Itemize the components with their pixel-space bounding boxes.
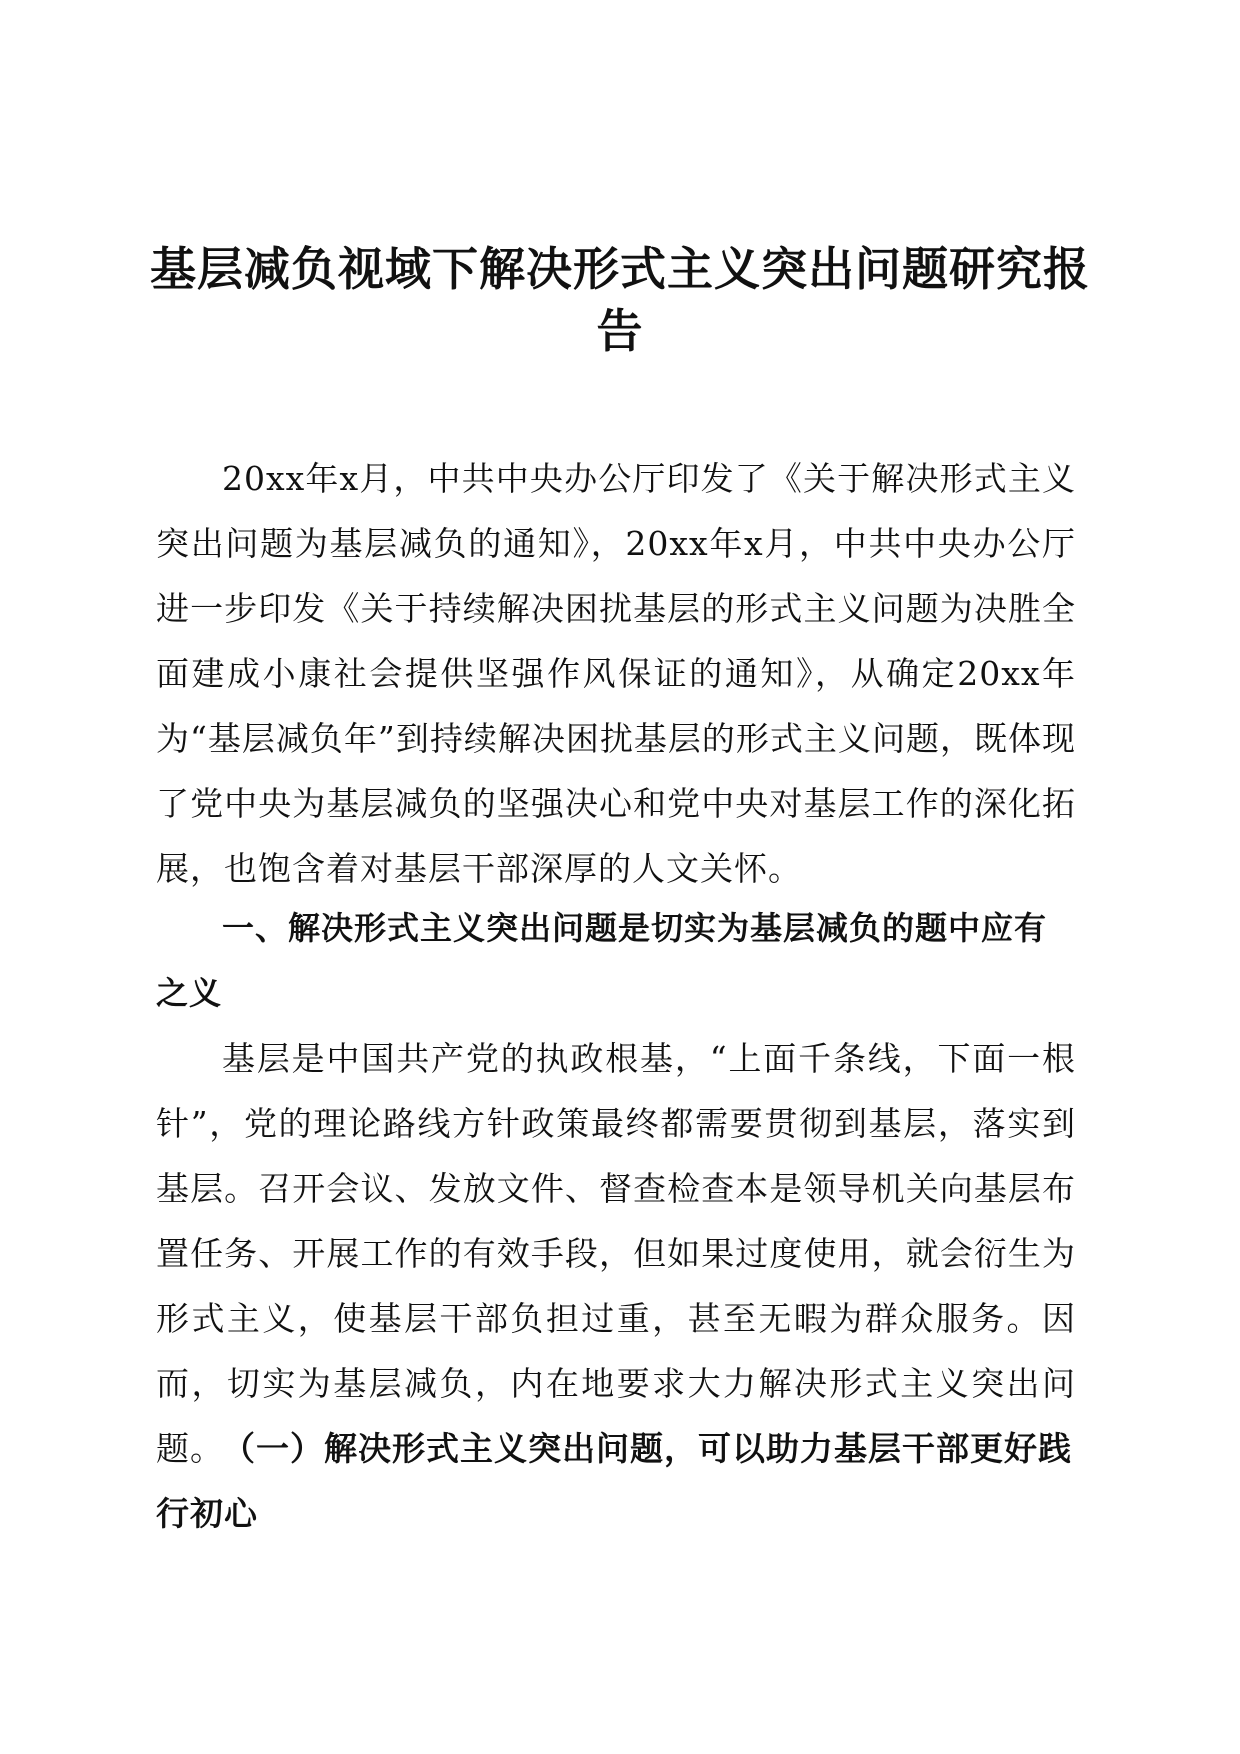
subsection-heading-1: （一）解决形式主义突出问题，可以助力基层干部更好践行初心: [156, 1429, 1072, 1533]
section-heading-1: 一、解决形式主义突出问题是切实为基层减负的题中应有之义: [156, 909, 1048, 1012]
intro-paragraph: 20xx年x月，中共中央办公厅印发了《关于解决形式主义突出问题为基层减负的通知》，20xx年x月，中共中央办公厅进一步印发《关于持续解决困扰基层的形式主义问题为决胜全面建成小康社会提供坚强作风保证的通知》，从确定20xx年为“基层减负年”到持续解决困扰基层的形式主义问题，既体现了党中央为基层减负的坚强决心和党中央对基层工作的深化拓展，也饱含着对基层干部深厚的人文关怀。: [156, 459, 1076, 888]
section-1-paragraph: 基层是中国共产党的执政根基，“上面千条线，下面一根针”，党的理论路线方针政策最终都需要贯彻到基层，落实到基层。召开会议、发放文件、督查检查本是领导机关向基层布置任务、开展工作的有效手段，但如果过度使用，就会衍生为形式主义，使基层干部负担过重，甚至无暇为群众服务。因而，切实为基层减负，内在地要求大力解决形式主义突出问题。: [156, 1039, 1076, 1468]
document-title: 基层减负视域下解决形式主义突出问题研究报告: [150, 242, 1090, 358]
